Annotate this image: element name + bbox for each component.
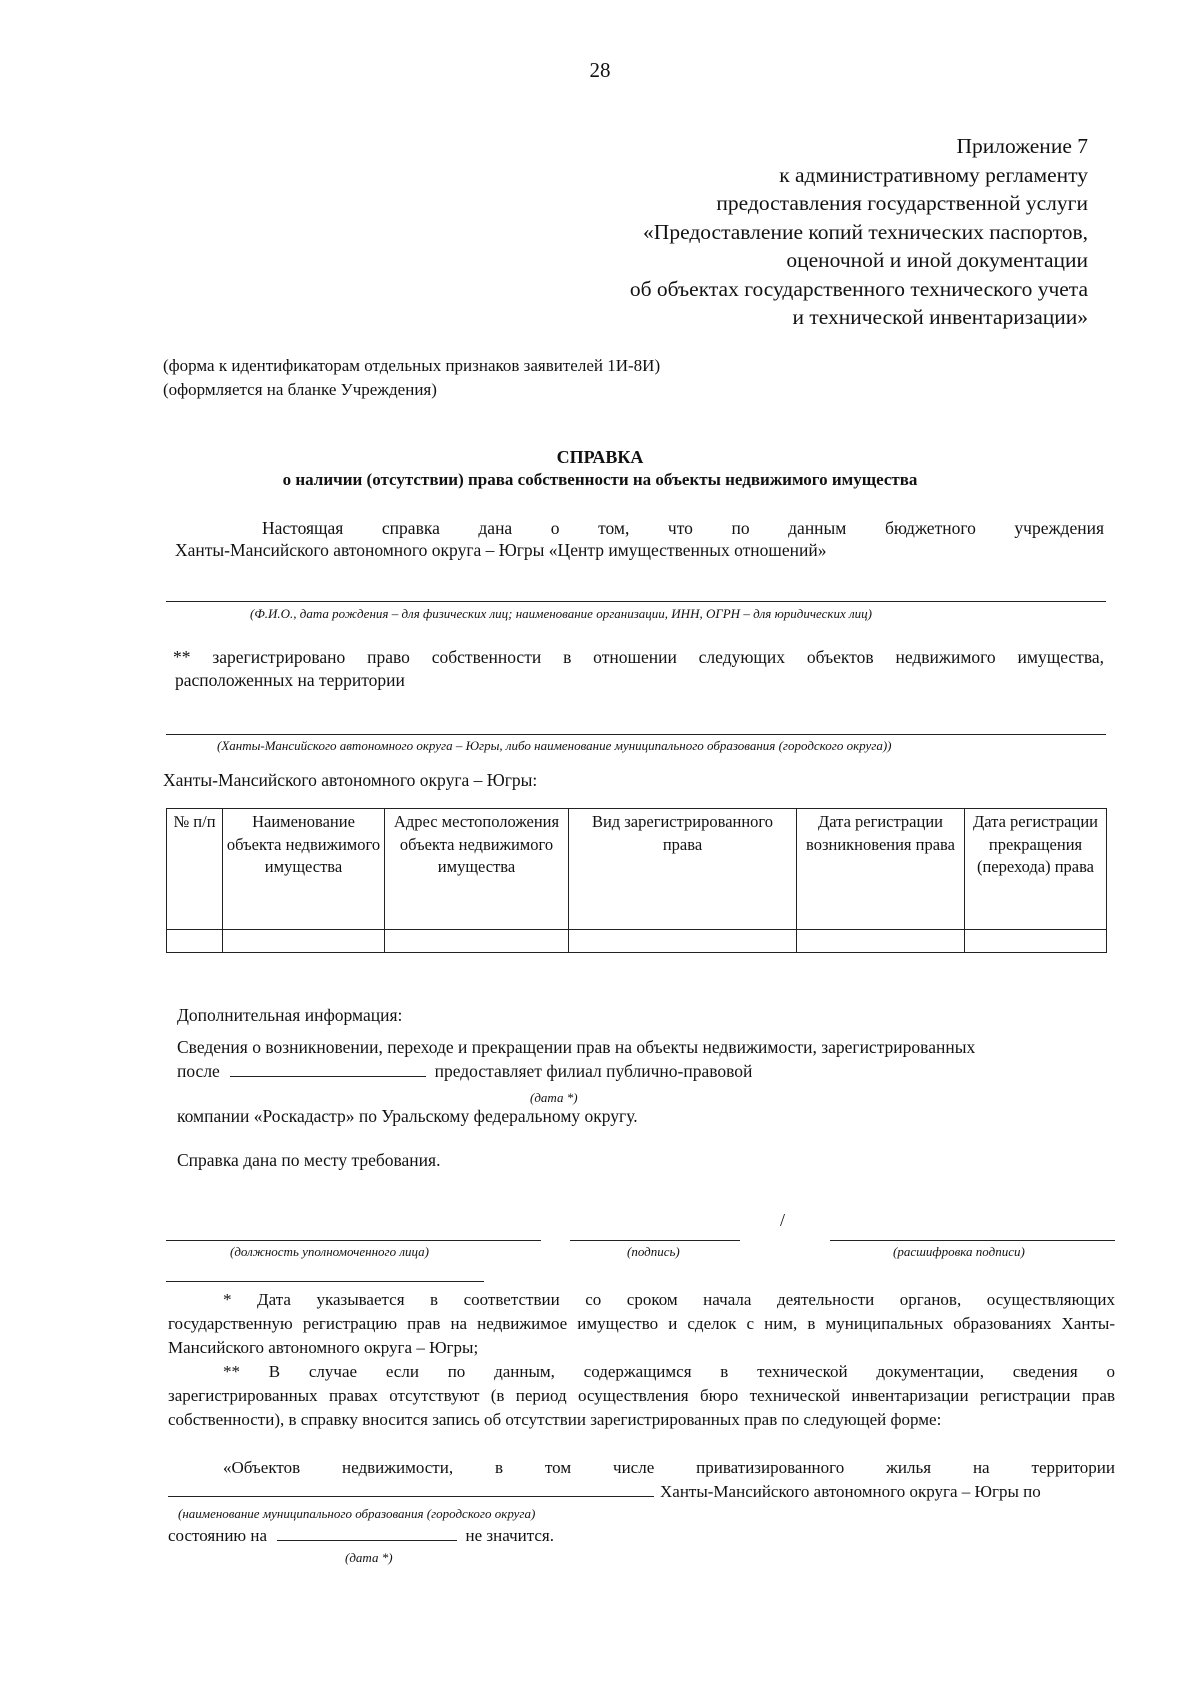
table-cell: [167, 930, 223, 953]
table-cell: [223, 930, 385, 953]
footnote-separator: [166, 1281, 484, 1282]
document-subtitle: о наличии (отсутствии) права собственности на объекты недвижимого имущества: [282, 470, 918, 489]
table-cell: [569, 930, 797, 953]
appendix-line: «Предоставление копий технических паспортов,: [643, 219, 1088, 244]
additional-line-2: [177, 1061, 752, 1082]
table-cell: [385, 930, 569, 953]
col-number: № п/п: [167, 809, 223, 930]
position-caption: (должность уполномоченного лица): [230, 1244, 429, 1259]
col-date-start: Дата регистрации возникновения права: [797, 809, 965, 930]
decode-caption: (расшифровка подписи): [893, 1244, 1025, 1259]
state-date-blank: [277, 1540, 457, 1541]
decode-line: [830, 1240, 1115, 1241]
municipality-line: [168, 1480, 1041, 1504]
applicant-caption: (Ф.И.О., дата рождения – для физических лиц; наименование организации, ИНН, ОГРН – для юридических лиц): [250, 606, 873, 621]
footnote-1-rest: государственную регистрацию прав на недвижимое имущество и сделок с ним, в муниципальных образованиях Ханты-Мансийского автономного округа – Югры;: [168, 1314, 1115, 1357]
date-caption: (дата *): [530, 1090, 578, 1105]
table-row: [167, 930, 1107, 953]
registered-line-1: ** зарегистрировано право собственности в отношении следующих объектов недвижимого имущества,: [173, 647, 1104, 667]
col-address: Адрес местоположения объекта недвижимого имущества: [385, 809, 569, 930]
appendix-line: об объектах государственного технического учета: [629, 276, 1088, 301]
appendix-line: предоставления государственной услуги: [716, 191, 1088, 215]
document-title: СПРАВКА: [556, 447, 644, 467]
col-date-end: Дата регистрации прекращения (перехода) права: [965, 809, 1107, 930]
provides-text: предоставляет филиал публично-правовой: [434, 1061, 753, 1081]
registered-line-2: расположенных на территории: [175, 670, 405, 690]
footnote-1-first: * Дата указывается в соответствии со сроком начала деятельности органов, осуществляющих: [223, 1290, 1115, 1309]
col-object-name: Наименование объекта недвижимого имущества: [223, 809, 385, 930]
table-cell: [797, 930, 965, 953]
sign-line: [570, 1240, 740, 1241]
appendix-line: к административному регламенту: [779, 162, 1088, 187]
territory-caption: (Ханты-Мансийского автономного округа – Югры, либо наименование муниципального образования (городского округа)): [217, 738, 892, 753]
lead-line-1: Настоящая справка дана о том, что по данным бюджетного учреждения: [262, 518, 1104, 538]
signature-slash: /: [780, 1210, 786, 1230]
form-note-line2: (оформляется на бланке Учреждения): [163, 380, 437, 399]
lead-line-2: Ханты-Мансийского автономного округа – Югры «Центр имущественных отношений»: [175, 540, 827, 560]
applicant-fill-line: [166, 601, 1106, 602]
not-listed-text: не значится.: [465, 1526, 554, 1545]
state-on-line: [168, 1524, 554, 1548]
footnote-2-rest: зарегистрированных правах отсутствуют (в период осуществления бюро технической инвентаризации регистрации прав собственности), в справку вносится запись об отсутствии зарегистрированных прав по следующей форме:: [168, 1386, 1115, 1429]
issued-for: Справка дана по месту требования.: [177, 1150, 441, 1170]
additional-line-3: компании «Роскадастр» по Уральскому федеральному округу.: [177, 1106, 638, 1126]
sign-caption: (подпись): [627, 1244, 680, 1259]
additional-heading: Дополнительная информация:: [177, 1005, 403, 1025]
footnote-quote-line: «Объектов недвижимости, в том числе приватизированного жилья на территории: [223, 1458, 1115, 1477]
form-note-line1: (форма к идентификаторам отдельных признаков заявителей 1И-8И): [163, 356, 661, 375]
territory-line: Ханты-Мансийского автономного округа – Югры:: [163, 770, 538, 790]
state-on-text: состоянию на: [168, 1526, 268, 1545]
municipality-caption: (наименование муниципального образования (городского округа): [178, 1506, 536, 1521]
footnote-2-first: ** В случае если по данным, содержащимся в технической документации, сведения о: [223, 1362, 1115, 1381]
appendix-header: [328, 132, 1088, 332]
appendix-line: и технической инвентаризации»: [792, 305, 1088, 329]
after-word: после: [177, 1061, 220, 1081]
col-right-type: Вид зарегистрированного права: [569, 809, 797, 930]
page-number: 28: [589, 58, 611, 82]
territory-fill-line: [166, 734, 1106, 735]
appendix-line: оценочной и иной документации: [786, 248, 1088, 272]
form-note: [163, 354, 660, 402]
khmao-suffix: Ханты-Мансийского автономного округа – Югры по: [660, 1482, 1041, 1501]
table-header-row: [167, 809, 1107, 930]
additional-line-1: Сведения о возникновении, переходе и прекращении прав на объекты недвижимости, зарегистрированных: [177, 1037, 976, 1057]
appendix-line: Приложение 7: [956, 134, 1088, 158]
date-blank: [230, 1076, 426, 1077]
municipality-blank: [168, 1496, 654, 1497]
position-line: [166, 1240, 541, 1241]
rights-table: [166, 808, 1107, 953]
table-cell: [965, 930, 1107, 953]
state-date-caption: (дата *): [345, 1550, 393, 1565]
